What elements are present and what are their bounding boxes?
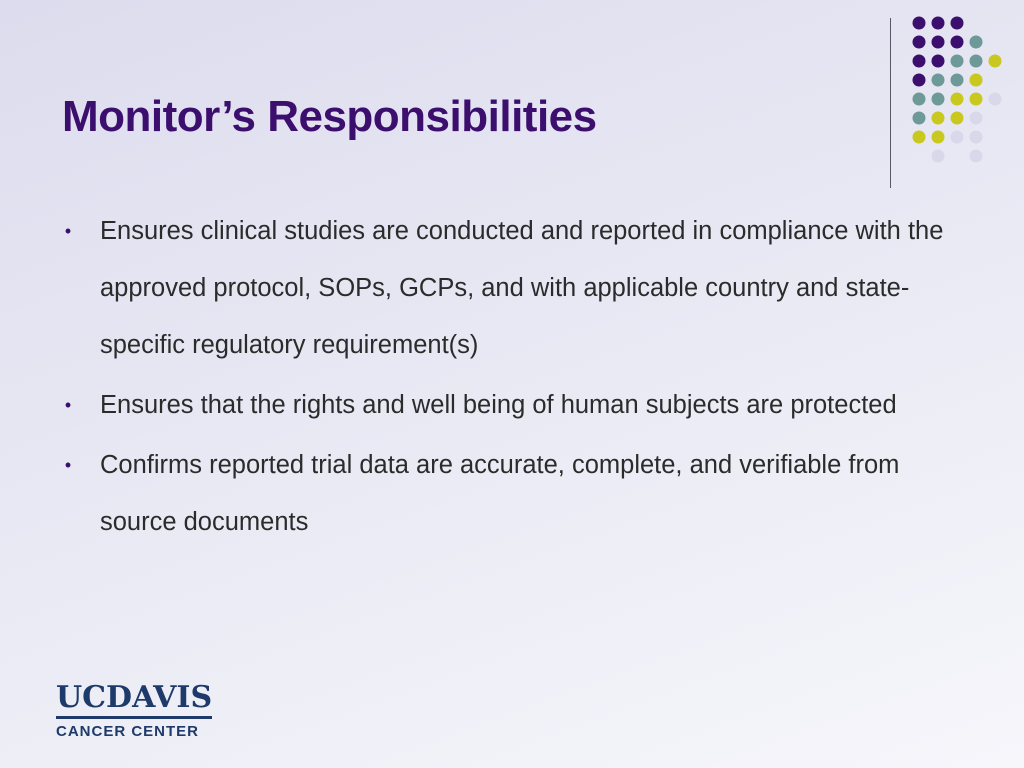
dot — [913, 74, 926, 87]
dot — [913, 55, 926, 68]
dot — [951, 74, 964, 87]
logo-subtitle: CANCER CENTER — [56, 723, 200, 740]
bullet-dot-icon: • — [64, 455, 72, 475]
bullet-text: Ensures that the rights and well being of human subjects are protected — [100, 391, 897, 419]
logo-uc: UC — [56, 680, 107, 715]
bullet-item — [60, 203, 960, 374]
dot — [951, 55, 964, 68]
dot — [913, 93, 926, 106]
dot — [970, 131, 983, 144]
dot — [989, 55, 1002, 68]
bullet-dot-icon: • — [64, 395, 72, 415]
dot — [970, 112, 983, 125]
dot — [932, 93, 945, 106]
logo-wordmark — [56, 680, 213, 715]
dot — [932, 36, 945, 49]
bullet-item — [60, 437, 960, 551]
dot — [970, 74, 983, 87]
dot — [970, 55, 983, 68]
bullet-text: Ensures clinical studies are conducted and reported in compliance with the approved protocol, SOPs, GCPs, and with applicable country and state-specific regulatory requirement(s) — [100, 217, 944, 359]
dot — [951, 131, 964, 144]
dot — [932, 150, 945, 163]
dot — [951, 93, 964, 106]
dot — [932, 55, 945, 68]
logo-rule — [56, 716, 212, 719]
dot — [951, 112, 964, 125]
dot — [913, 36, 926, 49]
decorative-dot-grid — [0, 0, 1024, 200]
dot — [951, 17, 964, 30]
uc-davis-cancer-center-logo — [56, 680, 213, 740]
bullet-item — [60, 377, 960, 434]
dot — [913, 131, 926, 144]
dot — [970, 36, 983, 49]
dot — [932, 74, 945, 87]
dot — [970, 150, 983, 163]
dot — [932, 131, 945, 144]
bullet-text: Confirms reported trial data are accurate, complete, and verifiable from source documents — [100, 451, 900, 536]
dot — [913, 112, 926, 125]
dot — [989, 93, 1002, 106]
dot — [970, 93, 983, 106]
logo-davis: DAVIS — [106, 680, 213, 715]
bullet-dot-icon: • — [64, 221, 72, 241]
bullet-list — [60, 203, 960, 554]
dot — [932, 17, 945, 30]
dot — [951, 36, 964, 49]
dot — [932, 112, 945, 125]
dot — [913, 17, 926, 30]
slide-title: Monitor’s Responsibilities — [62, 92, 597, 141]
